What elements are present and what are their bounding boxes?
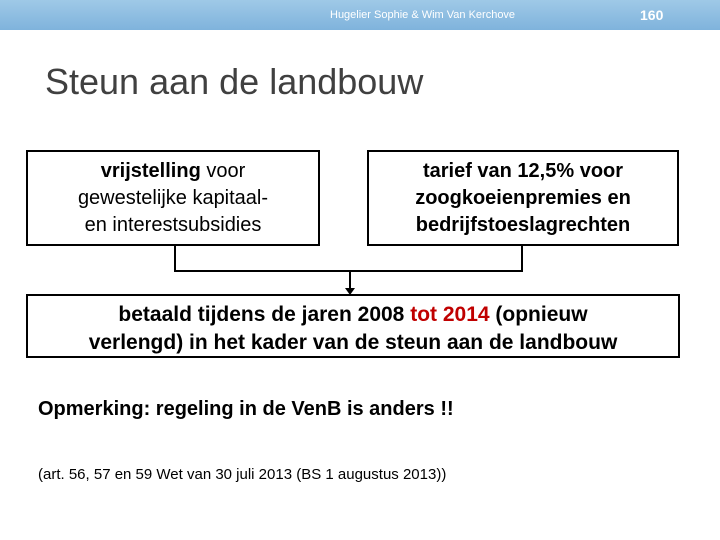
- box-bottom-part1: betaald tijdens de jaren 2008: [118, 303, 411, 326]
- connector-left-vertical: [174, 246, 176, 272]
- remark-text: Opmerking: regeling in de VenB is anders !!: [38, 398, 454, 420]
- box-bottom-part2: (opnieuw: [489, 303, 588, 326]
- connector-right-vertical: [521, 246, 523, 272]
- box-vrijstelling: [26, 150, 320, 246]
- box-bottom-line2: verlengd) in het kader van de steun aan de landbouw: [88, 331, 618, 354]
- box-bottom-highlight: tot 2014: [410, 303, 490, 326]
- box-bottom-line1: [28, 301, 678, 329]
- box-betaald: [26, 294, 680, 358]
- box-tarief: [367, 150, 679, 246]
- page-number: 160: [640, 7, 664, 23]
- header-bar: [0, 0, 720, 30]
- header-author: Hugelier Sophie & Wim Van Kerchove: [330, 9, 516, 21]
- box-right-line1: tarief van 12,5% voor: [422, 160, 624, 182]
- box-right-line3: bedrijfstoeslagrechten: [415, 214, 631, 236]
- box-left-bold: vrijstelling: [100, 160, 201, 182]
- slide-title: Steun aan de landbouw: [45, 61, 424, 102]
- box-left-line2: gewestelijke kapitaal-: [77, 187, 269, 209]
- box-left-line3: en interestsubsidies: [84, 214, 262, 236]
- box-left-line1: [28, 158, 318, 185]
- box-left-line1-rest: voor: [200, 160, 246, 182]
- box-right-line2: zoogkoeienpremies en: [415, 187, 631, 209]
- legal-reference: (art. 56, 57 en 59 Wet van 30 juli 2013 (BS 1 augustus 2013)): [38, 466, 447, 483]
- connector-arrow-line: [349, 270, 351, 289]
